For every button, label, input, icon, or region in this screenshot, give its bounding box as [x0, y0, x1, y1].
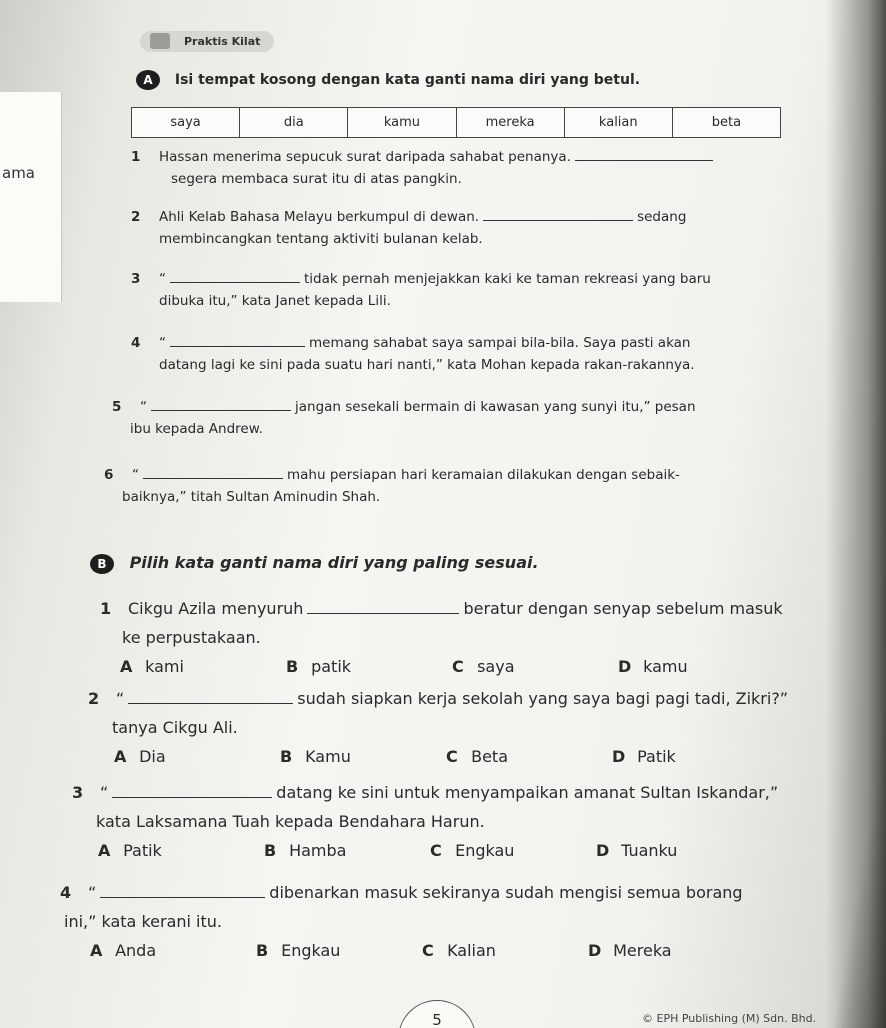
option-letter: C [446, 747, 458, 766]
option-letter: B [264, 841, 277, 860]
question-a4 [131, 332, 801, 376]
page-number-text: 5 [432, 1011, 442, 1028]
option-b[interactable] [264, 836, 430, 865]
lightning-icon [150, 33, 170, 49]
option-c[interactable] [422, 936, 588, 965]
option-a[interactable] [90, 936, 256, 965]
question-number: 2 [131, 209, 141, 225]
option-letter: B [256, 941, 269, 960]
option-d[interactable] [596, 836, 762, 865]
question-text: sedang [637, 209, 687, 225]
question-continuation: ibu kepada Andrew. [130, 421, 263, 437]
question-continuation: kata Laksamana Tuah kepada Bendahara Harun. [96, 812, 485, 831]
question-a6 [104, 464, 814, 508]
option-text: Tuanku [621, 841, 678, 860]
option-text: Engkau [455, 841, 515, 860]
question-number: 6 [104, 467, 114, 483]
question-continuation: baiknya,” titah Sultan Aminudin Shah. [122, 489, 381, 505]
question-text: dibenarkan masuk sekiranya sudah mengisi semua borang [269, 883, 743, 902]
option-b[interactable] [256, 936, 422, 965]
word-bank-item: beta [711, 115, 742, 130]
question-continuation: membincangkan tentang aktiviti bulanan kelab. [159, 231, 483, 247]
option-text: Mereka [613, 941, 672, 960]
answer-blank[interactable] [307, 602, 459, 614]
question-text: memang sahabat saya sampai bila-bila. Saya pasti akan [309, 335, 691, 351]
question-continuation: tanya Cikgu Ali. [112, 718, 238, 737]
question-number: 3 [72, 783, 84, 802]
option-letter: B [280, 747, 293, 766]
question-continuation: ke perpustakaan. [122, 628, 261, 647]
option-text: Engkau [281, 941, 341, 960]
option-c[interactable] [446, 742, 612, 771]
option-c[interactable] [430, 836, 596, 865]
question-text: “ [116, 689, 125, 708]
question-a5 [112, 396, 812, 440]
option-a[interactable] [98, 836, 264, 865]
question-continuation: ini,” kata kerani itu. [64, 912, 222, 931]
option-d[interactable] [612, 742, 778, 771]
header-tag [140, 30, 274, 52]
option-list [90, 936, 850, 965]
option-text: Dia [139, 747, 166, 766]
section-a-instruction: Isi tempat kosong dengan kata ganti nama diri yang betul. [174, 72, 641, 88]
answer-blank[interactable] [143, 467, 283, 479]
option-letter: A [90, 941, 103, 960]
question-text: datang ke sini untuk menyampaikan amanat Sultan Iskandar,” [276, 783, 779, 802]
option-b[interactable] [286, 652, 452, 681]
answer-blank[interactable] [112, 786, 272, 798]
section-a-heading [136, 70, 640, 90]
question-text: sudah siapkan kerja sekolah yang saya bagi pagi tadi, Zikri?” [297, 689, 789, 708]
question-a3 [131, 268, 791, 312]
question-number: 2 [88, 689, 100, 708]
tag-label: Praktis Kilat [184, 35, 261, 48]
question-text: beratur dengan senyap sebelum masuk [463, 599, 783, 618]
option-d[interactable] [588, 936, 754, 965]
word-bank-item: dia [240, 108, 348, 137]
word-bank-item: mereka [457, 108, 565, 137]
word-bank-item: kamu [348, 108, 456, 137]
option-a[interactable] [114, 742, 280, 771]
answer-blank[interactable] [170, 335, 305, 347]
option-text: kami [145, 657, 184, 676]
option-c[interactable] [452, 652, 618, 681]
answer-blank[interactable] [151, 399, 291, 411]
question-text: Hassan menerima sepucuk surat daripada sahabat penanya. [159, 149, 571, 165]
option-text: kamu [643, 657, 688, 676]
option-letter: C [422, 941, 434, 960]
question-text: jangan sesekali bermain di kawasan yang sunyi itu,” pesan [295, 399, 696, 415]
question-number: 3 [131, 271, 141, 287]
question-number: 5 [112, 399, 122, 415]
question-text: “ [132, 467, 139, 483]
question-b1 [100, 594, 850, 681]
question-number: 4 [60, 883, 72, 902]
option-letter: D [618, 657, 632, 676]
option-text: Patik [637, 747, 676, 766]
question-text: “ [88, 883, 97, 902]
section-a-badge: A [136, 70, 160, 90]
left-fragment-text: ama [2, 164, 35, 182]
option-text: Hamba [289, 841, 347, 860]
option-list [114, 742, 850, 771]
question-a1 [131, 146, 791, 190]
question-text: mahu persiapan hari keramaian dilakukan dengan sebaik- [287, 467, 680, 483]
option-letter: A [114, 747, 127, 766]
question-text: “ [100, 783, 109, 802]
question-number: 4 [131, 335, 141, 351]
option-letter: D [612, 747, 626, 766]
question-text: “ [140, 399, 147, 415]
option-letter: A [98, 841, 111, 860]
left-sheet-fragment [0, 92, 62, 302]
option-letter: A [120, 657, 133, 676]
section-b-instruction: Pilih kata ganti nama diri yang paling sesuai. [129, 553, 539, 572]
question-a2 [131, 206, 791, 250]
tag-pill [140, 31, 274, 52]
option-a[interactable] [120, 652, 286, 681]
option-text: Kamu [305, 747, 351, 766]
question-text: “ [159, 335, 166, 351]
option-list [98, 836, 850, 865]
option-list [120, 652, 850, 681]
question-continuation: segera membaca surat itu di atas pangkin. [171, 171, 462, 187]
question-text: Cikgu Azila menyuruh [128, 599, 304, 618]
page-shadow-edge [826, 0, 886, 1028]
option-letter: B [286, 657, 299, 676]
option-letter: D [588, 941, 602, 960]
option-letter: D [596, 841, 610, 860]
copyright-notice: © EPH Publishing (M) Sdn. Bhd. [642, 1012, 817, 1025]
answer-blank[interactable] [575, 149, 713, 161]
option-b[interactable] [280, 742, 446, 771]
option-text: Beta [471, 747, 508, 766]
section-b-heading [90, 553, 539, 574]
answer-blank[interactable] [128, 692, 293, 704]
option-letter: C [430, 841, 442, 860]
answer-blank[interactable] [100, 886, 265, 898]
question-b2 [88, 684, 850, 771]
option-text: saya [477, 657, 515, 676]
option-text: Kalian [447, 941, 496, 960]
question-b3 [72, 778, 850, 865]
section-b-badge: B [90, 554, 114, 574]
question-number: 1 [131, 149, 141, 165]
word-bank [131, 107, 781, 138]
question-b4 [60, 878, 850, 965]
option-text: Patik [123, 841, 162, 860]
word-bank-item: saya [132, 108, 240, 137]
question-text: “ [159, 271, 166, 287]
option-letter: C [452, 657, 464, 676]
question-continuation: dibuka itu,” kata Janet kepada Lili. [159, 293, 391, 309]
word-bank-item: kalian [565, 108, 673, 137]
question-text: Ahli Kelab Bahasa Melayu berkumpul di dewan. [159, 209, 480, 225]
question-number: 1 [100, 599, 112, 618]
question-continuation: datang lagi ke sini pada suatu hari nanti,” kata Mohan kepada rakan-rakannya. [159, 357, 695, 373]
option-text: Anda [115, 941, 157, 960]
answer-blank[interactable] [170, 271, 300, 283]
answer-blank[interactable] [483, 209, 633, 221]
question-text: tidak pernah menjejakkan kaki ke taman rekreasi yang baru [304, 271, 711, 287]
option-d[interactable] [618, 652, 784, 681]
option-text: patik [311, 657, 352, 676]
